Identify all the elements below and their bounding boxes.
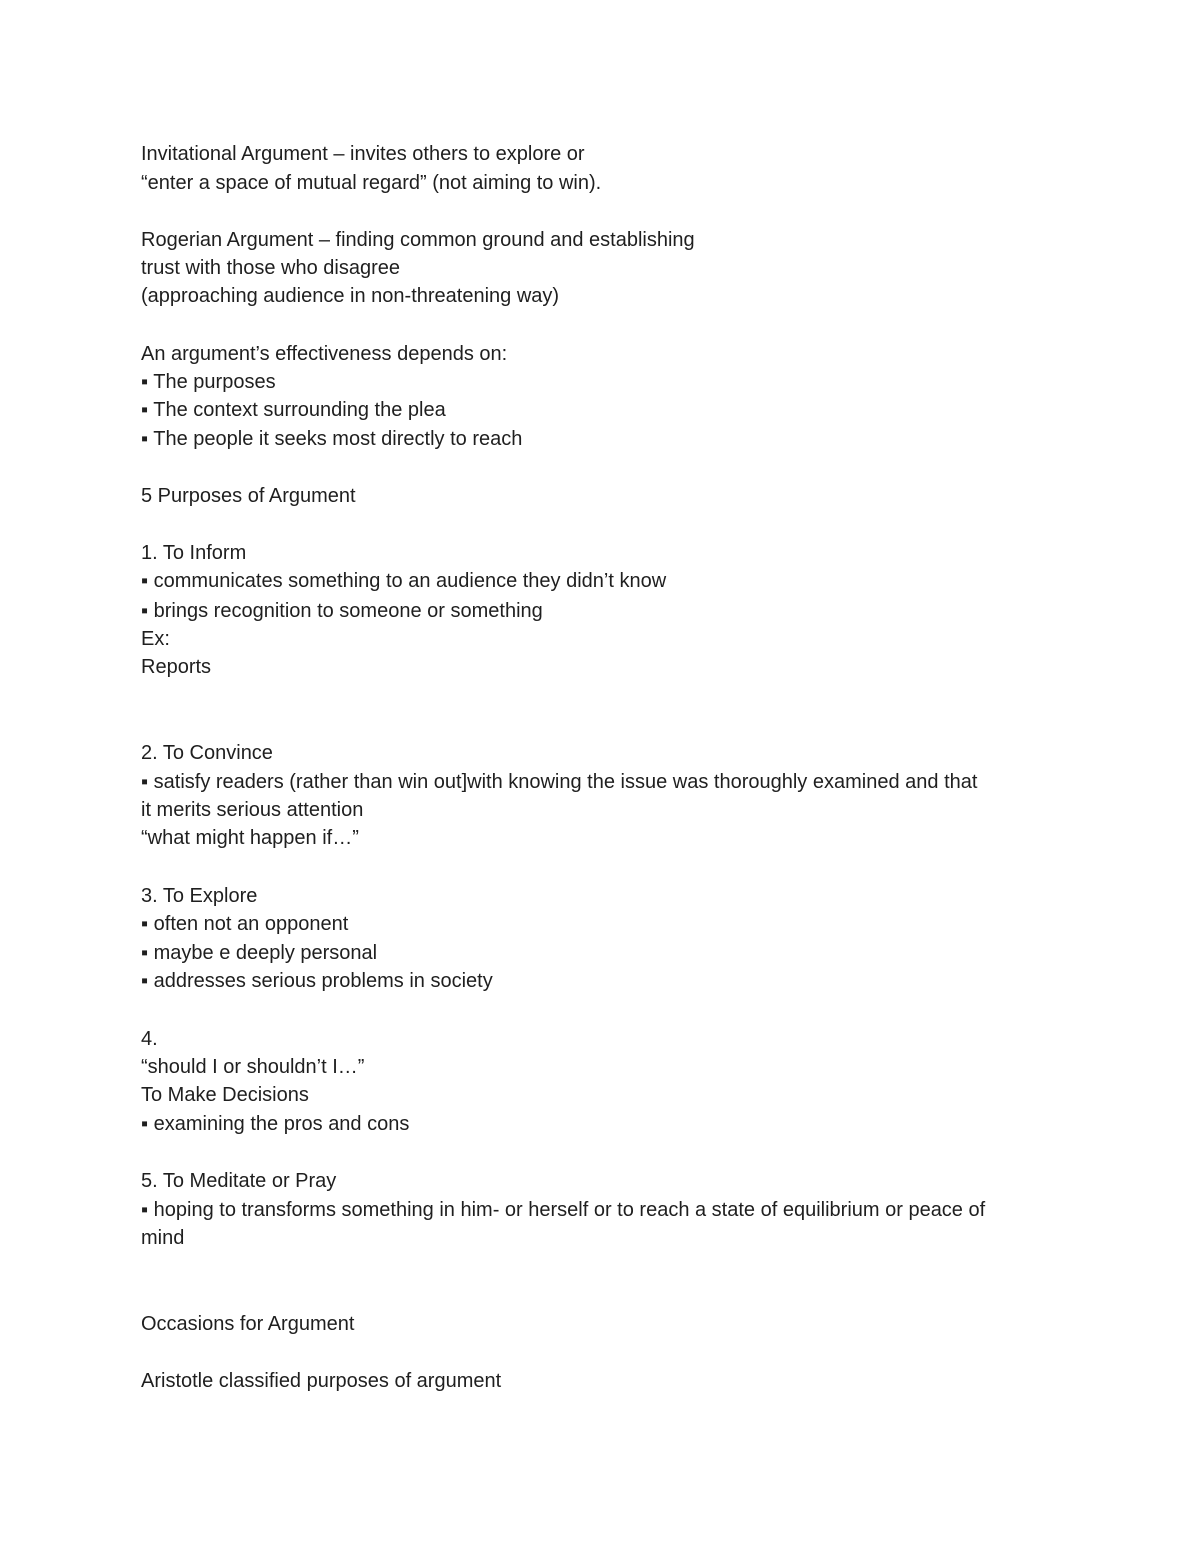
quote-text: “what might happen if…” (141, 827, 359, 849)
invitational-argument-heading: Invitational Argument – invites others to explore or (141, 143, 585, 165)
list-item: ▪ satisfy readers (rather than win out]with knowing the issue was thoroughly examined and that (141, 771, 978, 793)
purpose-1-heading: 1. To Inform (141, 542, 247, 564)
list-item: ▪ hoping to transforms something in him- or herself or to reach a state of equilibrium or peace of (141, 1199, 986, 1221)
rogerian-argument-heading: Rogerian Argument – finding common ground and establishing (141, 229, 695, 251)
list-item: ▪ The people it seeks most directly to reach (141, 428, 523, 450)
purpose-5-heading: 5. To Meditate or Pray (141, 1170, 337, 1192)
rogerian-argument-note: (approaching audience in non-threatening way) (141, 285, 560, 307)
list-item: ▪ The purposes (141, 371, 276, 393)
purpose-4-number: 4. (141, 1028, 158, 1050)
list-item: ▪ often not an opponent (141, 913, 349, 935)
occasions-heading: Occasions for Argument (141, 1313, 355, 1335)
aristotle-text: Aristotle classified purposes of argument (141, 1370, 502, 1392)
list-item: ▪ brings recognition to someone or something (141, 600, 543, 622)
quote-text: “should I or shouldn’t I…” (141, 1056, 365, 1078)
list-item: ▪ maybe e deeply personal (141, 942, 378, 964)
rogerian-argument-text: trust with those who disagree (141, 257, 401, 279)
invitational-argument-definition: “enter a space of mutual regard” (not aiming to win). (141, 172, 602, 194)
list-item: ▪ The context surrounding the plea (141, 399, 446, 421)
paragraph-text: it merits serious attention (141, 799, 364, 821)
purpose-3-heading: 3. To Explore (141, 885, 258, 907)
effectiveness-heading: An argument’s effectiveness depends on: (141, 343, 508, 365)
list-item: ▪ examining the pros and cons (141, 1113, 410, 1135)
purposes-heading: 5 Purposes of Argument (141, 485, 356, 507)
list-item: ▪ communicates something to an audience they didn’t know (141, 570, 667, 592)
example-label: Ex: (141, 628, 170, 650)
paragraph-text: mind (141, 1227, 185, 1249)
purpose-4-heading: To Make Decisions (141, 1084, 309, 1106)
list-item: ▪ addresses serious problems in society (141, 970, 493, 992)
purpose-2-heading: 2. To Convince (141, 742, 273, 764)
example-value: Reports (141, 656, 212, 678)
